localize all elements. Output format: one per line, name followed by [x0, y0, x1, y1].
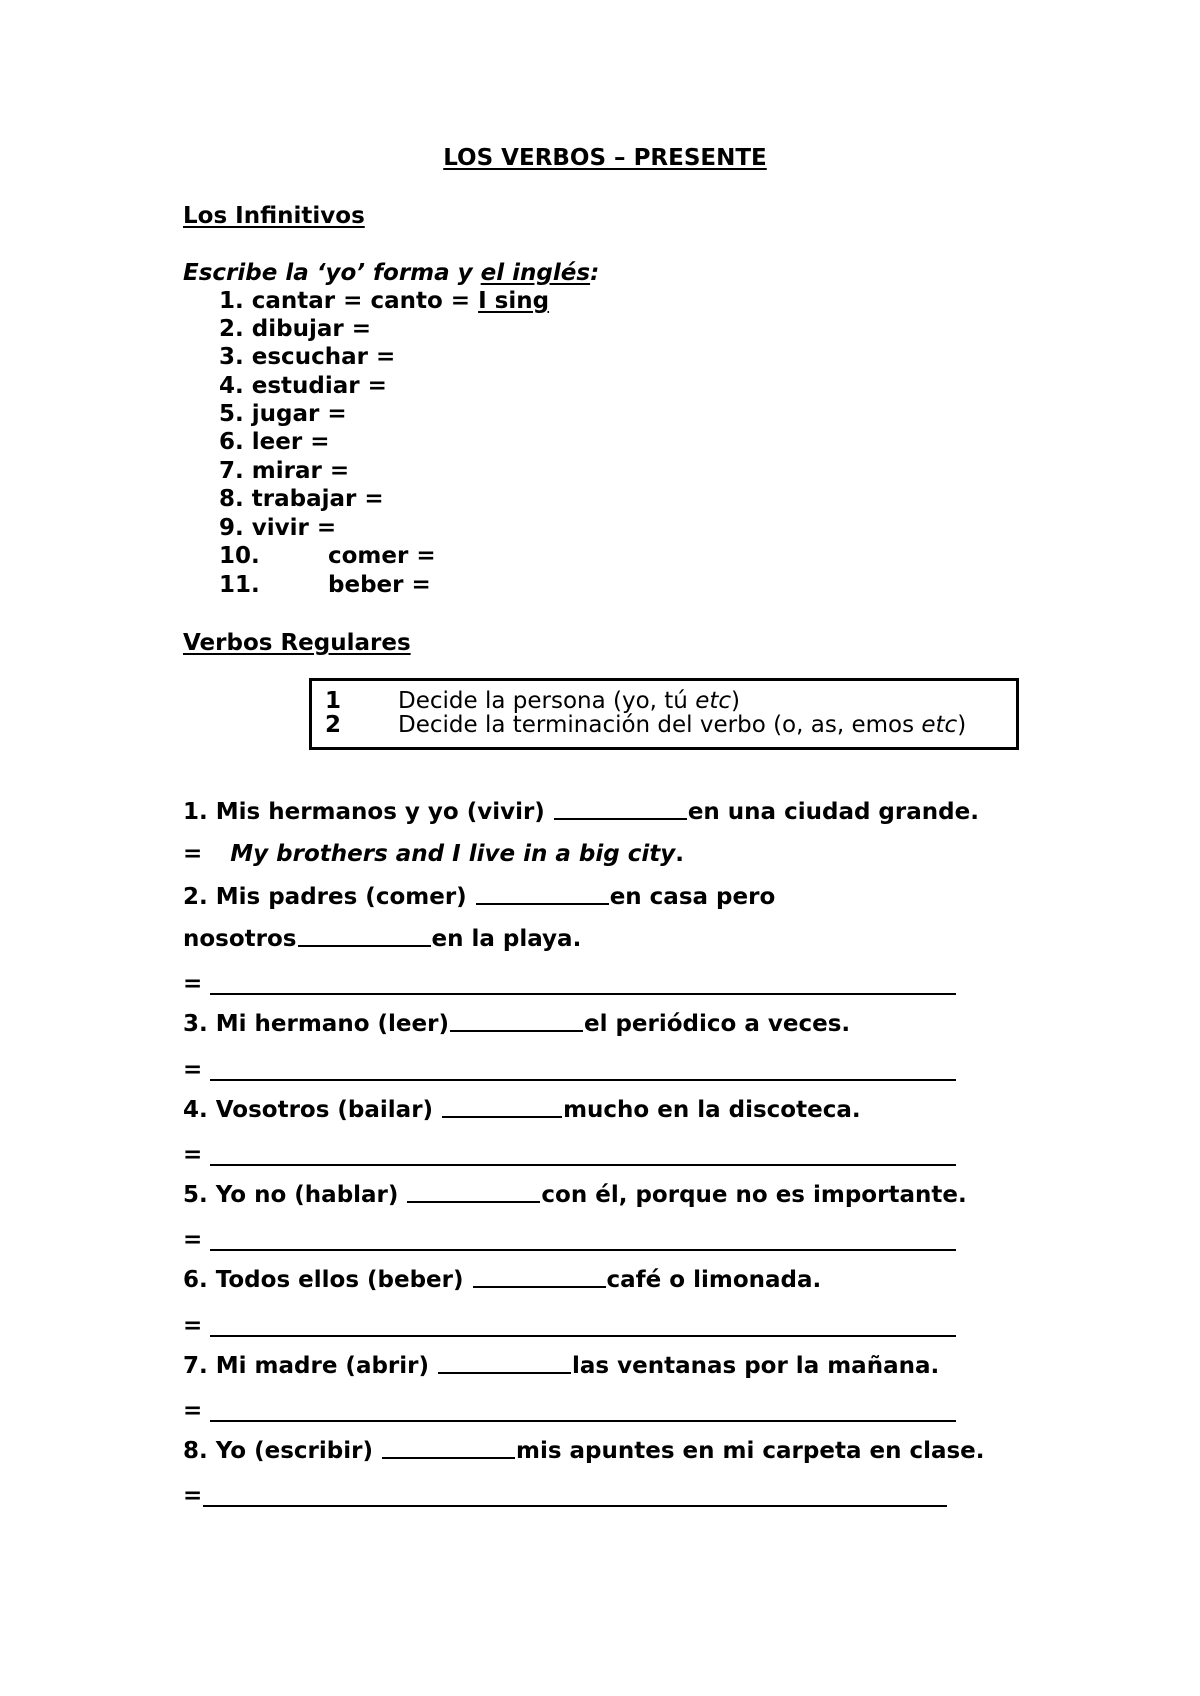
step-text: [398, 714, 966, 737]
list-item-number: 5.: [219, 401, 244, 427]
list-item-text: mirar =: [251, 458, 350, 484]
exercise-question: [183, 1440, 985, 1463]
list-item-number: 3.: [219, 344, 244, 370]
question-text: 2. Mis padres (comer): [183, 884, 475, 910]
translation-text: My brothers and I live in a big city: [230, 841, 676, 867]
answer-blank[interactable]: [476, 903, 609, 905]
step-text-main: Decide la terminación del verbo (o, as, emos: [398, 712, 922, 738]
list-item: [219, 403, 347, 426]
exercise-question: [183, 801, 979, 824]
list-item-text: escuchar =: [251, 344, 396, 370]
list-item: [219, 543, 436, 569]
exercise-question: [183, 1099, 861, 1122]
list-item-text: jugar =: [251, 401, 347, 427]
page-title: LOS VERBOS – PRESENTE: [443, 145, 767, 171]
instruction-english: el inglés: [480, 260, 591, 286]
answer-blank[interactable]: [298, 945, 431, 947]
list-item-number: 9.: [219, 515, 244, 541]
answer-blank[interactable]: [442, 1116, 562, 1118]
question-text: 6. Todos ellos (beber): [183, 1267, 472, 1293]
answer-line[interactable]: [203, 1505, 947, 1507]
question-text: 4. Vosotros (bailar): [183, 1097, 442, 1123]
question-text: 7. Mi madre (abrir): [183, 1353, 438, 1379]
equals-sign: =: [183, 1227, 203, 1253]
instruction-colon: :: [590, 260, 600, 286]
list-item-number: 4.: [219, 373, 244, 399]
question-text: el periódico a veces.: [583, 1011, 851, 1037]
list-item-text: trabajar =: [251, 486, 384, 512]
exercise-question: [183, 1269, 821, 1292]
list-item: [219, 517, 336, 540]
instruction: [183, 262, 599, 285]
equals-sign: =: [183, 1483, 203, 1509]
step-text: [398, 690, 740, 713]
question-text: 5. Yo no (hablar): [183, 1182, 407, 1208]
list-item-text: estudiar =: [251, 373, 387, 399]
list-item: [219, 431, 329, 454]
exercise-question: [183, 1184, 967, 1207]
question-text: 3. Mi hermano (leer): [183, 1011, 449, 1037]
step-text-etc: etc: [921, 712, 958, 738]
equals-sign: =: [183, 1398, 203, 1424]
question-text: café o limonada.: [606, 1267, 822, 1293]
list-item: [219, 318, 371, 341]
exercise-question: [183, 886, 775, 909]
step-text-main: Decide la persona (yo, tú: [398, 688, 696, 714]
instructions-box: [309, 678, 1019, 750]
step-number: 1: [325, 688, 342, 714]
question-text: mucho en la discoteca.: [563, 1097, 861, 1123]
exercise-question-cont: [183, 928, 581, 951]
question-text: nosotros: [183, 926, 297, 952]
list-item: [219, 375, 387, 398]
answer-line[interactable]: [210, 1079, 956, 1081]
answer-line[interactable]: [210, 1164, 956, 1166]
step-number: 2: [325, 712, 342, 738]
exercise-question: [183, 1013, 850, 1036]
answer-blank[interactable]: [438, 1372, 571, 1374]
list-item-text: vivir =: [251, 515, 337, 541]
answer-line[interactable]: [210, 993, 956, 995]
step-text-close: ): [957, 712, 967, 738]
list-item-number: 1.: [219, 288, 244, 314]
answer-line[interactable]: [210, 1420, 956, 1422]
equals-sign: =: [183, 1142, 203, 1168]
list-item-number: 8.: [219, 486, 244, 512]
equals-sign: =: [183, 841, 203, 867]
step-text-close: ): [731, 688, 740, 714]
list-item-number: 6.: [219, 429, 244, 455]
answer-blank[interactable]: [554, 818, 687, 820]
list-item-text: cantar = canto =: [251, 288, 479, 314]
answer-blank[interactable]: [407, 1201, 540, 1203]
translation-period: .: [675, 841, 684, 867]
question-text: en la playa.: [431, 926, 582, 952]
question-text: 1. Mis hermanos y yo (vivir): [183, 799, 553, 825]
list-item: [219, 346, 395, 369]
list-item-example: [219, 290, 549, 313]
list-item: [219, 488, 384, 511]
question-text: en una ciudad grande.: [687, 799, 979, 825]
equals-sign: =: [183, 1057, 203, 1083]
list-item: [219, 572, 431, 598]
answer-line[interactable]: [210, 1249, 956, 1251]
question-text: con él, porque no es importante.: [541, 1182, 967, 1208]
list-item: [219, 460, 349, 483]
list-item-text: leer =: [251, 429, 330, 455]
answer-line[interactable]: [210, 1335, 956, 1337]
answer-blank[interactable]: [450, 1030, 583, 1032]
example-translation: [183, 843, 684, 866]
equals-sign: =: [183, 1313, 203, 1339]
list-item-number: 11.: [219, 572, 260, 598]
exercise-question: [183, 1355, 939, 1378]
answer-blank[interactable]: [473, 1286, 606, 1288]
list-item-number: 7.: [219, 458, 244, 484]
list-item-number: 2.: [219, 316, 244, 342]
section-heading-regulares: Verbos Regulares: [183, 630, 411, 656]
instruction-text: Escribe la ‘yo’ forma y: [183, 260, 481, 286]
answer-blank[interactable]: [382, 1457, 515, 1459]
list-item-text: comer =: [328, 543, 436, 569]
question-text: en casa pero: [609, 884, 776, 910]
example-answer: I sing: [478, 288, 550, 314]
list-item-text: dibujar =: [251, 316, 371, 342]
step-text-etc: etc: [695, 688, 732, 714]
section-heading-infinitivos: Los Infinitivos: [183, 203, 365, 229]
list-item-number: 10.: [219, 543, 260, 569]
question-text: mis apuntes en mi carpeta en clase.: [515, 1438, 985, 1464]
question-text: las ventanas por la mañana.: [572, 1353, 940, 1379]
question-text: 8. Yo (escribir): [183, 1438, 381, 1464]
list-item-text: beber =: [328, 572, 431, 598]
equals-sign: =: [183, 971, 203, 997]
